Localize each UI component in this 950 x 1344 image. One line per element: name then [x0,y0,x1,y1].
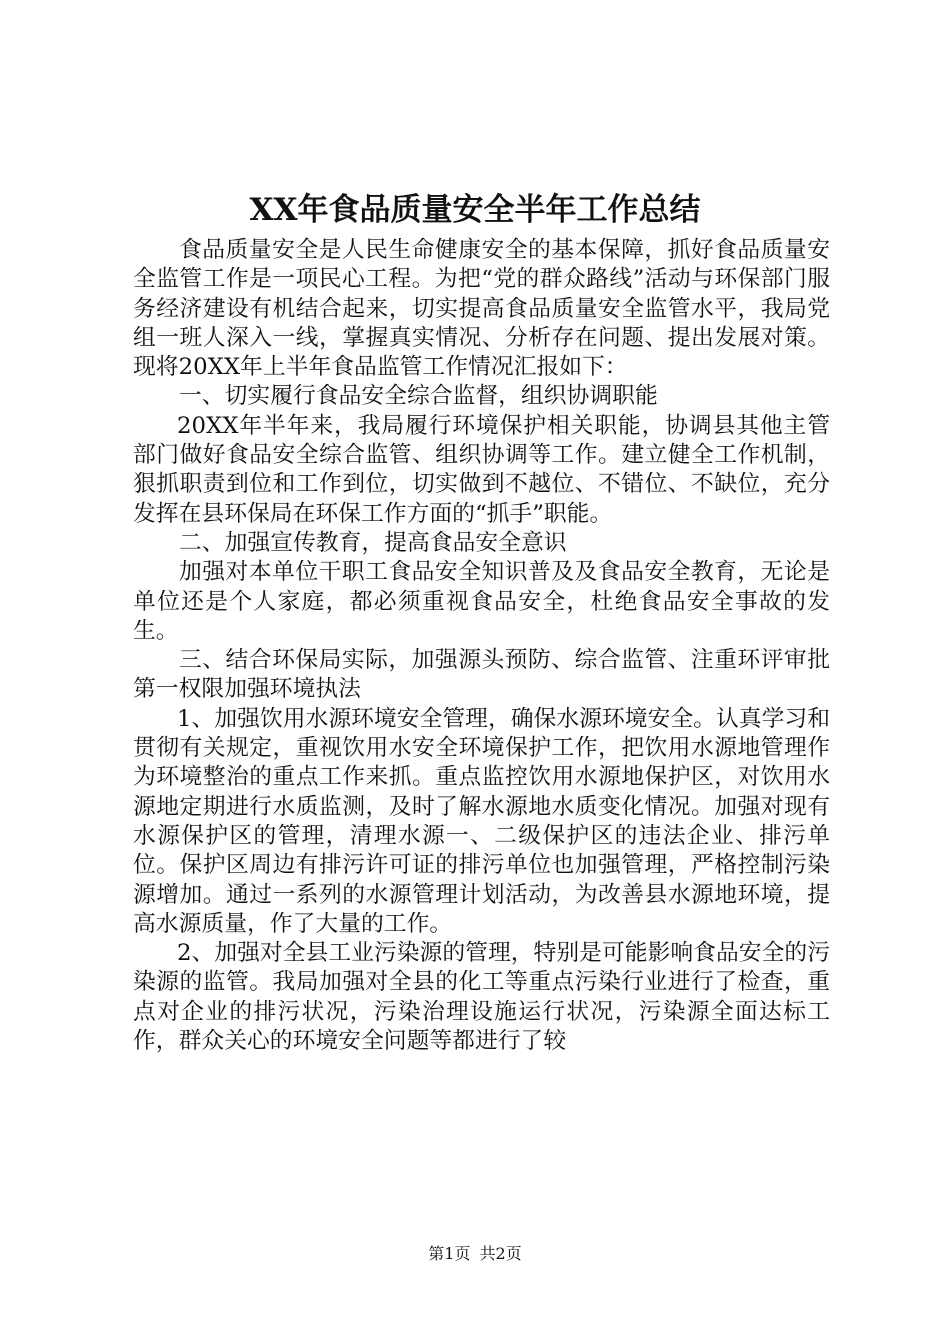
page-number: 第1页 [428,1244,471,1263]
document-body [133,236,830,1056]
paragraph-section-1: 20XX年半年来，我局履行环境保护相关职能，协调县其他主管部门做好食品安全综合监管、组织协调等工作。建立健全工作机制，狠抓职责到位和工作到位，切实做到不越位、不错位、不缺位，充分发挥在县环保局在环保工作方面的“抓手”职能。 [133,412,830,527]
document-title: XX年食品质量安全半年工作总结 [249,192,701,228]
paragraph-item-2: 2、加强对全县工业污染源的管理，特别是可能影响食品安全的污染源的监管。我局加强对全县的化工等重点污染行业进行了检查，重点对企业的排污状况，污染治理设施运行状况，污染源全面达标工作，群众关心的环境安全问题等都进行了较 [133,940,830,1055]
page-footer [0,1243,950,1265]
paragraph-intro: 食品质量安全是人民生命健康安全的基本保障，抓好食品质量安全监管工作是一项民心工程。为把“党的群众路线”活动与环保部门服务经济建设有机结合起来，切实提高食品质量安全监管水平，我局党组一班人深入一线，掌握真实情况、分析存在问题、提出发展对策。现将20XX年上半年食品监管工作情况汇报如下： [133,237,830,381]
section-heading-3: 三、结合环保局实际，加强源头预防、综合监管、注重环评审批第一权限加强环境执法 [133,647,830,703]
page-total: 共2页 [479,1244,522,1263]
paragraph-item-1: 1、加强饮用水源环境安全管理，确保水源环境安全。认真学习和贯彻有关规定，重视饮用水安全环境保护工作，把饮用水源地管理作为环境整治的重点工作来抓。重点监控饮用水源地保护区，对饮用水源地定期进行水质监测，及时了解水源地水质变化情况。加强对现有水源保护区的管理，清理水源一、二级保护区的违法企业、排污单位。保护区周边有排污许可证的排污单位也加强管理，严格控制污染源增加。通过一系列的水源管理计划活动，为改善县水源地环境，提高水源质量，作了大量的工作。 [133,705,830,937]
paragraph-section-2: 加强对本单位干职工食品安全知识普及及食品安全教育，无论是单位还是个人家庭，都必须重视食品安全，杜绝食品安全事故的发生。 [133,559,830,644]
section-heading-1: 一、切实履行食品安全综合监督，组织协调职能 [179,383,658,410]
section-heading-2: 二、加强宣传教育，提高食品安全意识 [179,529,567,556]
